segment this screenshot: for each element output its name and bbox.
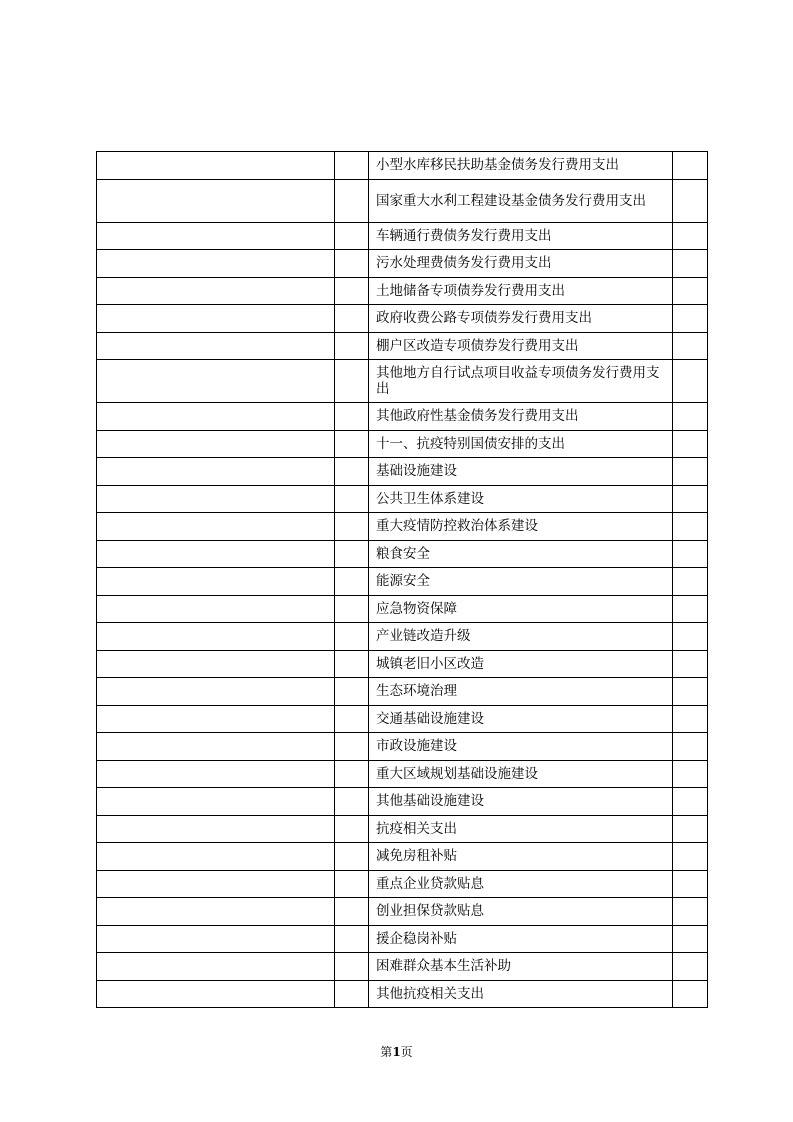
table-row — [97, 360, 708, 403]
code-cell — [97, 513, 335, 541]
code-cell — [97, 678, 335, 706]
spacer-cell — [335, 678, 369, 706]
spacer-cell — [335, 788, 369, 816]
item-name-cell: 政府收费公路专项债券发行费用支出 — [369, 305, 673, 333]
value-cell — [673, 623, 708, 651]
spacer-cell — [335, 843, 369, 871]
value-cell — [673, 788, 708, 816]
spacer-cell — [335, 485, 369, 513]
item-name-cell: 棚户区改造专项债券发行费用支出 — [369, 332, 673, 360]
page-number: 1 — [392, 1045, 401, 1059]
spacer-cell — [335, 980, 369, 1008]
spacer-cell — [335, 623, 369, 651]
table-row — [97, 403, 708, 431]
value-cell — [673, 733, 708, 761]
value-cell — [673, 705, 708, 733]
spacer-cell — [335, 733, 369, 761]
table-row — [97, 152, 708, 180]
value-cell — [673, 360, 708, 403]
table-row — [97, 760, 708, 788]
spacer-cell — [335, 815, 369, 843]
item-name-cell: 车辆通行费债务发行费用支出 — [369, 222, 673, 250]
code-cell — [97, 925, 335, 953]
code-cell — [97, 870, 335, 898]
code-cell — [97, 430, 335, 458]
item-name-cell: 重大疫情防控救治体系建设 — [369, 513, 673, 541]
spacer-cell — [335, 152, 369, 180]
table-row — [97, 485, 708, 513]
code-cell — [97, 222, 335, 250]
code-cell — [97, 760, 335, 788]
spacer-cell — [335, 179, 369, 222]
code-cell — [97, 733, 335, 761]
spacer-cell — [335, 430, 369, 458]
value-cell — [673, 250, 708, 278]
table-row — [97, 678, 708, 706]
item-name-cell: 重点企业贷款贴息 — [369, 870, 673, 898]
value-cell — [673, 953, 708, 981]
spacer-cell — [335, 222, 369, 250]
item-name-cell: 生态环境治理 — [369, 678, 673, 706]
code-cell — [97, 568, 335, 596]
code-cell — [97, 540, 335, 568]
code-cell — [97, 595, 335, 623]
code-cell — [97, 250, 335, 278]
value-cell — [673, 485, 708, 513]
code-cell — [97, 788, 335, 816]
value-cell — [673, 222, 708, 250]
value-cell — [673, 980, 708, 1008]
value-cell — [673, 568, 708, 596]
code-cell — [97, 705, 335, 733]
spacer-cell — [335, 540, 369, 568]
spacer-cell — [335, 250, 369, 278]
spacer-cell — [335, 568, 369, 596]
code-cell — [97, 953, 335, 981]
item-name-cell: 市政设施建设 — [369, 733, 673, 761]
spacer-cell — [335, 953, 369, 981]
item-name-cell: 土地储备专项债券发行费用支出 — [369, 277, 673, 305]
item-name-cell: 基础设施建设 — [369, 458, 673, 486]
spacer-cell — [335, 870, 369, 898]
table-row — [97, 595, 708, 623]
item-name-cell: 创业担保贷款贴息 — [369, 898, 673, 926]
table-row — [97, 733, 708, 761]
value-cell — [673, 815, 708, 843]
table-row — [97, 650, 708, 678]
table-row — [97, 430, 708, 458]
item-name-cell: 污水处理费债务发行费用支出 — [369, 250, 673, 278]
spacer-cell — [335, 332, 369, 360]
value-cell — [673, 870, 708, 898]
table-row — [97, 623, 708, 651]
spacer-cell — [335, 458, 369, 486]
code-cell — [97, 623, 335, 651]
table-row — [97, 332, 708, 360]
item-name-cell: 其他政府性基金债务发行费用支出 — [369, 403, 673, 431]
item-name-cell: 困难群众基本生活补助 — [369, 953, 673, 981]
table-row — [97, 843, 708, 871]
value-cell — [673, 678, 708, 706]
code-cell — [97, 403, 335, 431]
item-name-cell: 其他地方自行试点项目收益专项债务发行费用支出 — [369, 360, 673, 403]
spacer-cell — [335, 513, 369, 541]
item-name-cell: 小型水库移民扶助基金债务发行费用支出 — [369, 152, 673, 180]
code-cell — [97, 277, 335, 305]
value-cell — [673, 650, 708, 678]
spacer-cell — [335, 360, 369, 403]
item-name-cell: 城镇老旧小区改造 — [369, 650, 673, 678]
value-cell — [673, 925, 708, 953]
spacer-cell — [335, 650, 369, 678]
value-cell — [673, 403, 708, 431]
code-cell — [97, 815, 335, 843]
expenditure-table — [96, 151, 708, 1008]
code-cell — [97, 485, 335, 513]
table-row — [97, 870, 708, 898]
page-number-suffix: 页 — [400, 1045, 413, 1059]
item-name-cell: 公共卫生体系建设 — [369, 485, 673, 513]
spacer-cell — [335, 277, 369, 305]
table-row — [97, 953, 708, 981]
item-name-cell: 抗疫相关支出 — [369, 815, 673, 843]
code-cell — [97, 332, 335, 360]
page-number-prefix: 第 — [380, 1045, 393, 1059]
table-row — [97, 788, 708, 816]
table-row — [97, 250, 708, 278]
spacer-cell — [335, 705, 369, 733]
item-name-cell: 粮食安全 — [369, 540, 673, 568]
table-body — [97, 152, 708, 1008]
code-cell — [97, 360, 335, 403]
value-cell — [673, 898, 708, 926]
value-cell — [673, 458, 708, 486]
item-name-cell: 产业链改造升级 — [369, 623, 673, 651]
table-row — [97, 513, 708, 541]
code-cell — [97, 980, 335, 1008]
table-row — [97, 815, 708, 843]
code-cell — [97, 898, 335, 926]
spacer-cell — [335, 595, 369, 623]
item-name-cell: 应急物资保障 — [369, 595, 673, 623]
value-cell — [673, 179, 708, 222]
item-name-cell: 减免房租补贴 — [369, 843, 673, 871]
value-cell — [673, 305, 708, 333]
code-cell — [97, 843, 335, 871]
value-cell — [673, 430, 708, 458]
value-cell — [673, 277, 708, 305]
item-name-cell: 援企稳岗补贴 — [369, 925, 673, 953]
code-cell — [97, 458, 335, 486]
table-row — [97, 277, 708, 305]
table-row — [97, 222, 708, 250]
value-cell — [673, 540, 708, 568]
value-cell — [673, 595, 708, 623]
table-row — [97, 540, 708, 568]
spacer-cell — [335, 925, 369, 953]
table-row — [97, 458, 708, 486]
spacer-cell — [335, 305, 369, 333]
table-row — [97, 305, 708, 333]
table-row — [97, 898, 708, 926]
item-name-cell: 交通基础设施建设 — [369, 705, 673, 733]
item-name-cell: 其他基础设施建设 — [369, 788, 673, 816]
code-cell — [97, 152, 335, 180]
value-cell — [673, 332, 708, 360]
item-name-cell: 能源安全 — [369, 568, 673, 596]
value-cell — [673, 513, 708, 541]
spacer-cell — [335, 760, 369, 788]
item-name-cell: 重大区域规划基础设施建设 — [369, 760, 673, 788]
spacer-cell — [335, 403, 369, 431]
item-name-cell: 十一、抗疫特别国债安排的支出 — [369, 430, 673, 458]
table-row — [97, 980, 708, 1008]
table-row — [97, 925, 708, 953]
code-cell — [97, 305, 335, 333]
value-cell — [673, 843, 708, 871]
page-footer — [0, 1043, 793, 1060]
table-row — [97, 705, 708, 733]
spacer-cell — [335, 898, 369, 926]
code-cell — [97, 650, 335, 678]
code-cell — [97, 179, 335, 222]
item-name-cell: 其他抗疫相关支出 — [369, 980, 673, 1008]
value-cell — [673, 152, 708, 180]
value-cell — [673, 760, 708, 788]
table-row — [97, 568, 708, 596]
item-name-cell: 国家重大水利工程建设基金债务发行费用支出 — [369, 179, 673, 222]
table-row — [97, 179, 708, 222]
